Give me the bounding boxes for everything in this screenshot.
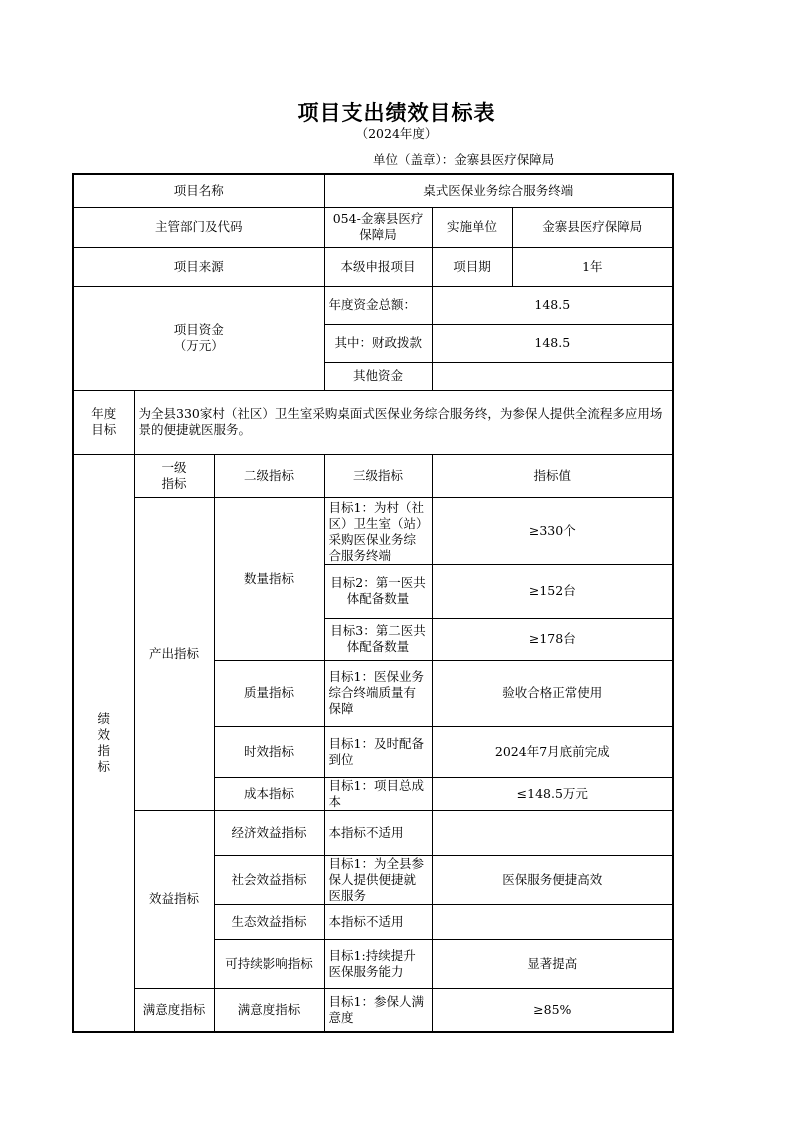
page-title: 项目支出绩效目标表 [297,100,496,125]
output-indicator-label: 产出指标 [134,497,214,810]
timeliness-target: 目标1：及时配备到位 [324,726,432,777]
project-source-label: 项目来源 [73,247,324,286]
quality-indicator-label: 质量指标 [214,660,324,726]
row-source [73,247,673,286]
row-funds-total [73,286,673,324]
year-subtitle: （2024年度） [355,126,438,141]
social-benefit-target: 目标1：为全县参保人提供便捷就医服务 [324,855,432,904]
implementing-unit-label: 实施单位 [432,207,512,247]
funds-label-line2: （万元） [173,338,224,353]
funds-label [73,286,324,390]
sustainability-value: 显著提高 [432,939,673,988]
level1-header [134,454,214,497]
timeliness-indicator-label: 时效指标 [214,726,324,777]
funds-other-label: 其他资金 [324,362,432,390]
economic-benefit-target: 本指标不适用 [324,810,432,855]
project-period-value: 1年 [512,247,673,286]
project-period-label: 项目期 [432,247,512,286]
satisfaction-target: 目标1：参保人满意度 [324,988,432,1032]
funds-label-line1: 项目资金 [173,322,224,337]
section-char: 效 [97,726,110,742]
quantity-target-3-value: ≥178台 [432,618,673,660]
ecological-benefit-label: 生态效益指标 [214,904,324,939]
table-row [73,988,673,1032]
project-name-value: 桌式医保业务综合服务终端 [324,174,673,207]
cost-target-value: ≤148.5万元 [432,777,673,810]
row-annual-goal [73,390,673,454]
funds-total-label: 年度资金总额： [324,286,432,324]
level2-header: 二级指标 [214,454,324,497]
quantity-target-3: 目标3：第二医共体配备数量 [324,618,432,660]
department-value: 054-金寨县医疗保障局 [324,207,432,247]
section-char: 标 [97,758,110,774]
quantity-target-2-value: ≥152台 [432,564,673,618]
funds-total-value: 148.5 [432,286,673,324]
social-benefit-label: 社会效益指标 [214,855,324,904]
unit-stamp-line: 单位（盖章）：金寨县医疗保障局 [373,152,555,167]
quantity-target-2: 目标2：第一医共体配备数量 [324,564,432,618]
annual-goal-label-line1: 年度 [91,406,117,421]
cost-indicator-label: 成本指标 [214,777,324,810]
project-name-label: 项目名称 [73,174,324,207]
annual-goal-label [73,390,134,454]
indicators-section-label [73,454,134,1032]
quantity-target-1: 目标1：为村（社区）卫生室（站）采购医保业务综合服务终端 [324,497,432,564]
economic-benefit-label: 经济效益指标 [214,810,324,855]
row-project-name [73,174,673,207]
quantity-indicator-label: 数量指标 [214,497,324,660]
economic-benefit-value [432,810,673,855]
funds-other-value [432,362,673,390]
social-benefit-value: 医保服务便捷高效 [432,855,673,904]
performance-goal-table [72,173,674,1033]
project-source-value: 本级申报项目 [324,247,432,286]
value-header: 指标值 [432,454,673,497]
row-indicator-header [73,454,673,497]
row-department [73,207,673,247]
ecological-benefit-value [432,904,673,939]
quality-target: 目标1：医保业务综合终端质量有保障 [324,660,432,726]
section-char: 绩 [97,710,110,726]
level1-header-line2: 指标 [161,475,187,491]
sustainability-target: 目标1:持续提升医保服务能力 [324,939,432,988]
level3-header: 三级指标 [324,454,432,497]
timeliness-target-value: 2024年7月底前完成 [432,726,673,777]
satisfaction-value: ≥85% [432,988,673,1032]
quality-target-value: 验收合格正常使用 [432,660,673,726]
implementing-unit-value: 金寨县医疗保障局 [512,207,673,247]
satisfaction-sub-label: 满意度指标 [214,988,324,1032]
satisfaction-indicator-label: 满意度指标 [134,988,214,1032]
funds-fiscal-label: 其中：财政拨款 [324,324,432,362]
section-char: 指 [97,742,110,758]
table-row [73,810,673,855]
department-label: 主管部门及代码 [73,207,324,247]
cost-target: 目标1：项目总成本 [324,777,432,810]
ecological-benefit-target: 本指标不适用 [324,904,432,939]
benefit-indicator-label: 效益指标 [134,810,214,988]
level1-header-line1: 一级 [161,459,187,475]
annual-goal-label-line2: 目标 [91,422,117,437]
sustainability-label: 可持续影响指标 [214,939,324,988]
annual-goal-text: 为全县330家村（社区）卫生室采购桌面式医保业务综合服务终，为参保人提供全流程多应用场景的便捷就医服务。 [134,390,673,454]
quantity-target-1-value: ≥330个 [432,497,673,564]
table-row [73,497,673,564]
funds-fiscal-value: 148.5 [432,324,673,362]
